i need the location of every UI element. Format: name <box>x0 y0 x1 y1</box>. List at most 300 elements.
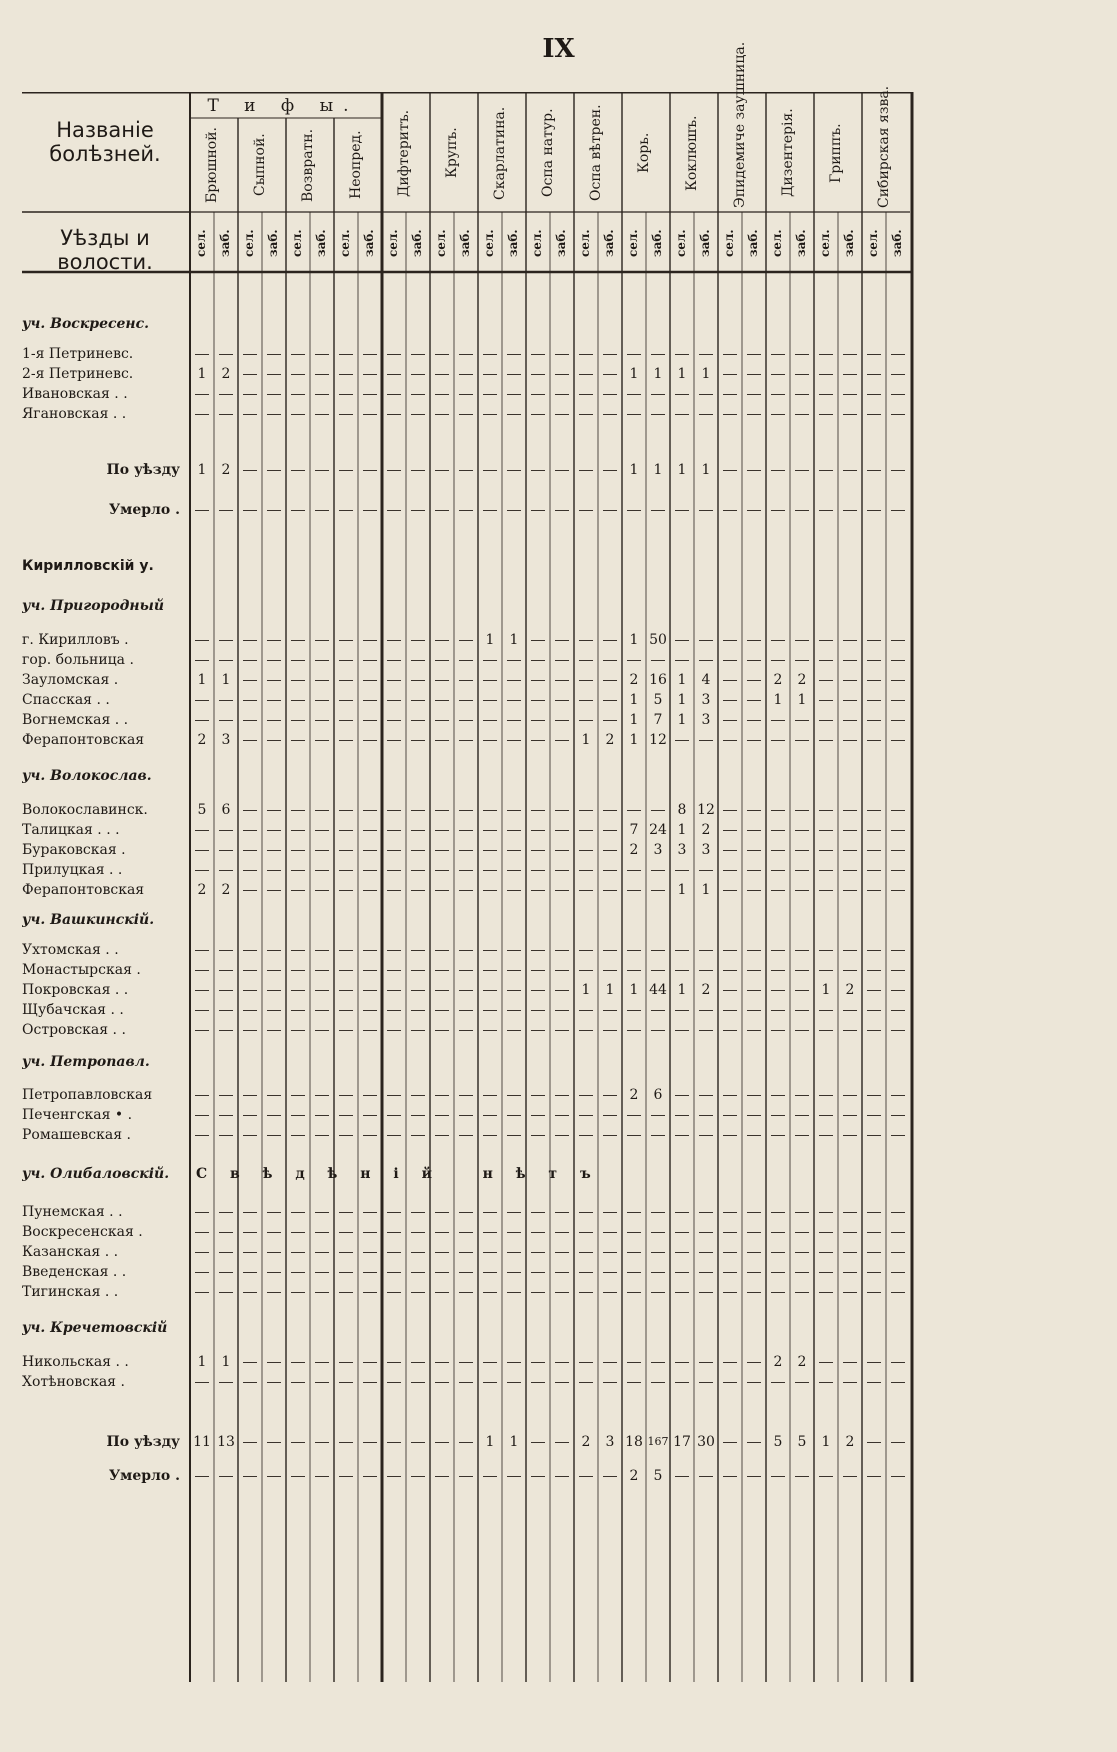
empty-cell-dash <box>387 990 401 991</box>
empty-cell-dash <box>723 990 737 991</box>
empty-cell-dash <box>435 1030 449 1031</box>
empty-cell-dash <box>243 1030 257 1031</box>
header-district-title <box>22 226 188 274</box>
empty-cell-dash <box>507 1362 521 1363</box>
empty-cell-dash <box>603 470 617 471</box>
empty-cell-dash <box>675 394 689 395</box>
empty-cell-dash <box>411 394 425 395</box>
empty-cell-dash <box>699 660 713 661</box>
empty-cell-dash <box>747 1252 761 1253</box>
empty-cell-dash <box>531 1272 545 1273</box>
empty-cell-dash <box>387 700 401 701</box>
empty-cell-dash <box>651 510 665 511</box>
empty-cell-dash <box>387 810 401 811</box>
empty-cell-dash <box>459 850 473 851</box>
table-cell: 2 <box>701 822 711 838</box>
empty-cell-dash <box>699 1030 713 1031</box>
table-cell: 3 <box>653 842 663 858</box>
empty-cell-dash <box>603 640 617 641</box>
empty-cell-dash <box>771 870 785 871</box>
empty-cell-dash <box>483 1135 497 1136</box>
column-header: Неопред. <box>348 130 364 200</box>
empty-cell-dash <box>651 890 665 891</box>
row-label: Покровская . . <box>22 982 129 998</box>
empty-cell-dash <box>771 1232 785 1233</box>
empty-cell-dash <box>627 414 641 415</box>
empty-cell-dash <box>459 1212 473 1213</box>
table-cell: 1 <box>581 982 591 998</box>
empty-cell-dash <box>387 870 401 871</box>
empty-cell-dash <box>603 1232 617 1233</box>
empty-cell-dash <box>267 810 281 811</box>
empty-cell-dash <box>627 1115 641 1116</box>
empty-cell-dash <box>867 970 881 971</box>
empty-cell-dash <box>339 510 353 511</box>
empty-cell-dash <box>579 510 593 511</box>
column-header: Сыпной. <box>252 133 268 197</box>
empty-cell-dash <box>483 1115 497 1116</box>
empty-cell-dash <box>723 700 737 701</box>
empty-cell-dash <box>435 1212 449 1213</box>
empty-cell-dash <box>459 970 473 971</box>
empty-cell-dash <box>699 1135 713 1136</box>
empty-cell-dash <box>219 1252 233 1253</box>
empty-cell-dash <box>435 1252 449 1253</box>
empty-cell-dash <box>459 660 473 661</box>
empty-cell-dash <box>795 810 809 811</box>
column-header: Скарлатина. <box>492 106 508 200</box>
empty-cell-dash <box>291 1292 305 1293</box>
empty-cell-dash <box>723 1362 737 1363</box>
empty-cell-dash <box>411 354 425 355</box>
empty-cell-dash <box>819 374 833 375</box>
empty-cell-dash <box>603 1212 617 1213</box>
empty-cell-dash <box>843 830 857 831</box>
empty-cell-dash <box>315 740 329 741</box>
empty-cell-dash <box>435 1272 449 1273</box>
empty-cell-dash <box>387 1252 401 1253</box>
empty-cell-dash <box>747 830 761 831</box>
empty-cell-dash <box>843 810 857 811</box>
subheader-sel: сел. <box>578 229 592 257</box>
empty-cell-dash <box>651 354 665 355</box>
empty-cell-dash <box>819 1272 833 1273</box>
empty-cell-dash <box>651 1135 665 1136</box>
table-cell: 2 <box>197 882 207 898</box>
empty-cell-dash <box>435 810 449 811</box>
empty-cell-dash <box>267 870 281 871</box>
empty-cell-dash <box>891 354 905 355</box>
table-cell: 44 <box>649 982 667 998</box>
empty-cell-dash <box>243 640 257 641</box>
empty-cell-dash <box>267 414 281 415</box>
empty-cell-dash <box>267 740 281 741</box>
empty-cell-dash <box>627 1362 641 1363</box>
empty-cell-dash <box>843 394 857 395</box>
empty-cell-dash <box>219 1115 233 1116</box>
empty-cell-dash <box>891 950 905 951</box>
empty-cell-dash <box>747 1476 761 1477</box>
empty-cell-dash <box>771 740 785 741</box>
empty-cell-dash <box>723 740 737 741</box>
empty-cell-dash <box>723 470 737 471</box>
empty-cell-dash <box>507 720 521 721</box>
empty-cell-dash <box>699 740 713 741</box>
empty-cell-dash <box>819 354 833 355</box>
empty-cell-dash <box>867 700 881 701</box>
empty-cell-dash <box>243 354 257 355</box>
subheader-sel: сел. <box>434 229 448 257</box>
empty-cell-dash <box>579 1382 593 1383</box>
empty-cell-dash <box>267 394 281 395</box>
empty-cell-dash <box>339 740 353 741</box>
empty-cell-dash <box>291 1095 305 1096</box>
empty-cell-dash <box>459 990 473 991</box>
table-cell: 1 <box>629 712 639 728</box>
empty-cell-dash <box>795 1232 809 1233</box>
total-label: По уѣзду <box>106 462 180 478</box>
empty-cell-dash <box>843 1292 857 1293</box>
empty-cell-dash <box>771 890 785 891</box>
empty-cell-dash <box>819 1382 833 1383</box>
empty-cell-dash <box>603 1115 617 1116</box>
empty-cell-dash <box>243 810 257 811</box>
table-cell: 1 <box>677 672 687 688</box>
empty-cell-dash <box>339 890 353 891</box>
empty-cell-dash <box>819 890 833 891</box>
empty-cell-dash <box>363 1476 377 1477</box>
empty-cell-dash <box>675 1362 689 1363</box>
empty-cell-dash <box>267 1135 281 1136</box>
empty-cell-dash <box>363 870 377 871</box>
table-cell: 2 <box>629 1087 639 1103</box>
district-label: уч. Олибаловскій. <box>22 1166 170 1182</box>
subheader-zab: заб. <box>458 229 472 257</box>
empty-cell-dash <box>531 1442 545 1443</box>
empty-cell-dash <box>363 970 377 971</box>
empty-cell-dash <box>603 1095 617 1096</box>
empty-cell-dash <box>555 394 569 395</box>
empty-cell-dash <box>459 1115 473 1116</box>
empty-cell-dash <box>651 950 665 951</box>
empty-cell-dash <box>339 970 353 971</box>
empty-cell-dash <box>387 394 401 395</box>
empty-cell-dash <box>483 414 497 415</box>
table-cell: 1 <box>701 366 711 382</box>
empty-cell-dash <box>627 394 641 395</box>
table-cell: 2 <box>581 1434 591 1450</box>
column-header: Оспа натур. <box>540 108 556 198</box>
empty-cell-dash <box>363 1362 377 1363</box>
row-label: Ухтомская . . <box>22 942 119 958</box>
empty-cell-dash <box>219 720 233 721</box>
empty-cell-dash <box>603 1362 617 1363</box>
table-cell: 1 <box>197 1354 207 1370</box>
empty-cell-dash <box>651 1292 665 1293</box>
empty-cell-dash <box>459 830 473 831</box>
empty-cell-dash <box>579 394 593 395</box>
empty-cell-dash <box>459 1135 473 1136</box>
empty-cell-dash <box>507 890 521 891</box>
empty-cell-dash <box>627 1252 641 1253</box>
empty-cell-dash <box>363 414 377 415</box>
empty-cell-dash <box>771 1135 785 1136</box>
table-cell: 1 <box>629 982 639 998</box>
empty-cell-dash <box>867 1212 881 1213</box>
empty-cell-dash <box>867 740 881 741</box>
empty-cell-dash <box>339 720 353 721</box>
empty-cell-dash <box>363 1095 377 1096</box>
empty-cell-dash <box>483 680 497 681</box>
empty-cell-dash <box>195 1232 209 1233</box>
table-cell: 2 <box>221 462 231 478</box>
table-cell: 1 <box>653 366 663 382</box>
page-number: IX <box>542 34 575 64</box>
empty-cell-dash <box>771 470 785 471</box>
table-cell: 1 <box>677 692 687 708</box>
empty-cell-dash <box>867 394 881 395</box>
table-cell: 2 <box>845 982 855 998</box>
column-header: Брюшной. <box>204 127 220 203</box>
empty-cell-dash <box>507 1010 521 1011</box>
empty-cell-dash <box>675 950 689 951</box>
empty-cell-dash <box>627 660 641 661</box>
table-cell: 30 <box>697 1434 715 1450</box>
empty-cell-dash <box>891 1362 905 1363</box>
empty-cell-dash <box>267 640 281 641</box>
empty-cell-dash <box>195 1135 209 1136</box>
row-label: г. Кирилловъ . <box>22 632 129 648</box>
empty-cell-dash <box>699 1382 713 1383</box>
empty-cell-dash <box>699 1115 713 1116</box>
empty-cell-dash <box>483 1382 497 1383</box>
empty-cell-dash <box>603 720 617 721</box>
empty-cell-dash <box>315 1135 329 1136</box>
empty-cell-dash <box>555 680 569 681</box>
empty-cell-dash <box>723 660 737 661</box>
empty-cell-dash <box>195 660 209 661</box>
empty-cell-dash <box>699 1476 713 1477</box>
empty-cell-dash <box>243 720 257 721</box>
empty-cell-dash <box>891 680 905 681</box>
empty-cell-dash <box>843 1095 857 1096</box>
empty-cell-dash <box>387 950 401 951</box>
empty-cell-dash <box>723 1252 737 1253</box>
table-cell: 1 <box>581 732 591 748</box>
row-label: Ромашевская . <box>22 1127 131 1143</box>
table-cell: 1 <box>797 692 807 708</box>
table-cell: 1 <box>653 462 663 478</box>
empty-cell-dash <box>315 1212 329 1213</box>
empty-cell-dash <box>483 1212 497 1213</box>
empty-cell-dash <box>363 990 377 991</box>
empty-cell-dash <box>195 1010 209 1011</box>
empty-cell-dash <box>675 1212 689 1213</box>
empty-cell-dash <box>219 850 233 851</box>
empty-cell-dash <box>243 1272 257 1273</box>
empty-cell-dash <box>867 1030 881 1031</box>
empty-cell-dash <box>795 354 809 355</box>
empty-cell-dash <box>531 1382 545 1383</box>
table-cell: 2 <box>605 732 615 748</box>
empty-cell-dash <box>195 640 209 641</box>
empty-cell-dash <box>555 1095 569 1096</box>
empty-cell-dash <box>411 970 425 971</box>
empty-cell-dash <box>483 1030 497 1031</box>
empty-cell-dash <box>603 1292 617 1293</box>
empty-cell-dash <box>819 700 833 701</box>
column-header: Возвратн. <box>300 128 316 202</box>
empty-cell-dash <box>483 810 497 811</box>
empty-cell-dash <box>747 510 761 511</box>
row-label: 1-я Петриневс. <box>22 346 134 362</box>
empty-cell-dash <box>891 660 905 661</box>
empty-cell-dash <box>891 1292 905 1293</box>
empty-cell-dash <box>459 810 473 811</box>
empty-cell-dash <box>531 830 545 831</box>
empty-cell-dash <box>387 1382 401 1383</box>
empty-cell-dash <box>315 720 329 721</box>
empty-cell-dash <box>579 470 593 471</box>
empty-cell-dash <box>723 680 737 681</box>
empty-cell-dash <box>531 1252 545 1253</box>
empty-cell-dash <box>507 700 521 701</box>
empty-cell-dash <box>771 970 785 971</box>
empty-cell-dash <box>795 720 809 721</box>
empty-cell-dash <box>747 870 761 871</box>
empty-cell-dash <box>363 1232 377 1233</box>
empty-cell-dash <box>675 1030 689 1031</box>
empty-cell-dash <box>843 1382 857 1383</box>
empty-cell-dash <box>579 1010 593 1011</box>
subheader-zab: заб. <box>602 229 616 257</box>
empty-cell-dash <box>483 950 497 951</box>
empty-cell-dash <box>891 1252 905 1253</box>
empty-cell-dash <box>603 830 617 831</box>
empty-cell-dash <box>675 970 689 971</box>
empty-cell-dash <box>555 1382 569 1383</box>
empty-cell-dash <box>483 830 497 831</box>
empty-cell-dash <box>627 510 641 511</box>
empty-cell-dash <box>723 1292 737 1293</box>
table-cell: 3 <box>605 1434 615 1450</box>
empty-cell-dash <box>291 414 305 415</box>
empty-cell-dash <box>219 1476 233 1477</box>
empty-cell-dash <box>843 890 857 891</box>
table-cell: 3 <box>221 732 231 748</box>
empty-cell-dash <box>339 1030 353 1031</box>
empty-cell-dash <box>339 850 353 851</box>
empty-cell-dash <box>387 1442 401 1443</box>
empty-cell-dash <box>843 850 857 851</box>
empty-cell-dash <box>867 1292 881 1293</box>
empty-cell-dash <box>435 1382 449 1383</box>
empty-cell-dash <box>531 640 545 641</box>
empty-cell-dash <box>675 1476 689 1477</box>
empty-cell-dash <box>603 1010 617 1011</box>
district-label: уч. Волокослав. <box>22 768 152 784</box>
empty-cell-dash <box>531 660 545 661</box>
empty-cell-dash <box>747 1115 761 1116</box>
empty-cell-dash <box>507 810 521 811</box>
subheader-zab: заб. <box>890 229 904 257</box>
empty-cell-dash <box>507 830 521 831</box>
empty-cell-dash <box>531 700 545 701</box>
empty-cell-dash <box>195 1095 209 1096</box>
empty-cell-dash <box>555 970 569 971</box>
table-cell: 1 <box>629 366 639 382</box>
table-cell: 1 <box>629 692 639 708</box>
empty-cell-dash <box>507 374 521 375</box>
empty-cell-dash <box>219 1292 233 1293</box>
empty-cell-dash <box>531 374 545 375</box>
row-label: Ферапонтовская <box>22 732 145 748</box>
empty-cell-dash <box>891 970 905 971</box>
empty-cell-dash <box>387 720 401 721</box>
empty-cell-dash <box>603 510 617 511</box>
empty-cell-dash <box>867 720 881 721</box>
empty-cell-dash <box>747 1272 761 1273</box>
empty-cell-dash <box>723 870 737 871</box>
empty-cell-dash <box>555 1212 569 1213</box>
empty-cell-dash <box>675 870 689 871</box>
empty-cell-dash <box>243 1135 257 1136</box>
empty-cell-dash <box>459 1382 473 1383</box>
table-cell: 1 <box>197 672 207 688</box>
empty-cell-dash <box>891 394 905 395</box>
empty-cell-dash <box>555 1115 569 1116</box>
empty-cell-dash <box>579 950 593 951</box>
empty-cell-dash <box>315 1115 329 1116</box>
empty-cell-dash <box>579 1252 593 1253</box>
table-cell: 1 <box>677 366 687 382</box>
empty-cell-dash <box>387 414 401 415</box>
empty-cell-dash <box>795 1252 809 1253</box>
subheader-zab: заб. <box>746 229 760 257</box>
empty-cell-dash <box>747 740 761 741</box>
empty-cell-dash <box>651 1382 665 1383</box>
empty-cell-dash <box>843 1212 857 1213</box>
empty-cell-dash <box>195 990 209 991</box>
empty-cell-dash <box>435 970 449 971</box>
empty-cell-dash <box>291 890 305 891</box>
empty-cell-dash <box>555 990 569 991</box>
empty-cell-dash <box>267 1382 281 1383</box>
empty-cell-dash <box>531 1292 545 1293</box>
empty-cell-dash <box>867 890 881 891</box>
empty-cell-dash <box>507 1212 521 1213</box>
empty-cell-dash <box>315 374 329 375</box>
empty-cell-dash <box>891 1476 905 1477</box>
table-cell: 5 <box>653 692 663 708</box>
district-label: уч. Петропавл. <box>22 1054 150 1070</box>
empty-cell-dash <box>627 1030 641 1031</box>
empty-cell-dash <box>867 680 881 681</box>
empty-cell-dash <box>867 510 881 511</box>
empty-cell-dash <box>771 1382 785 1383</box>
empty-cell-dash <box>723 830 737 831</box>
empty-cell-dash <box>747 394 761 395</box>
empty-cell-dash <box>267 374 281 375</box>
empty-cell-dash <box>699 950 713 951</box>
empty-cell-dash <box>459 1010 473 1011</box>
empty-cell-dash <box>555 720 569 721</box>
subheader-sel: сел. <box>386 229 400 257</box>
empty-cell-dash <box>867 830 881 831</box>
empty-cell-dash <box>483 890 497 891</box>
empty-cell-dash <box>435 870 449 871</box>
empty-cell-dash <box>891 1115 905 1116</box>
